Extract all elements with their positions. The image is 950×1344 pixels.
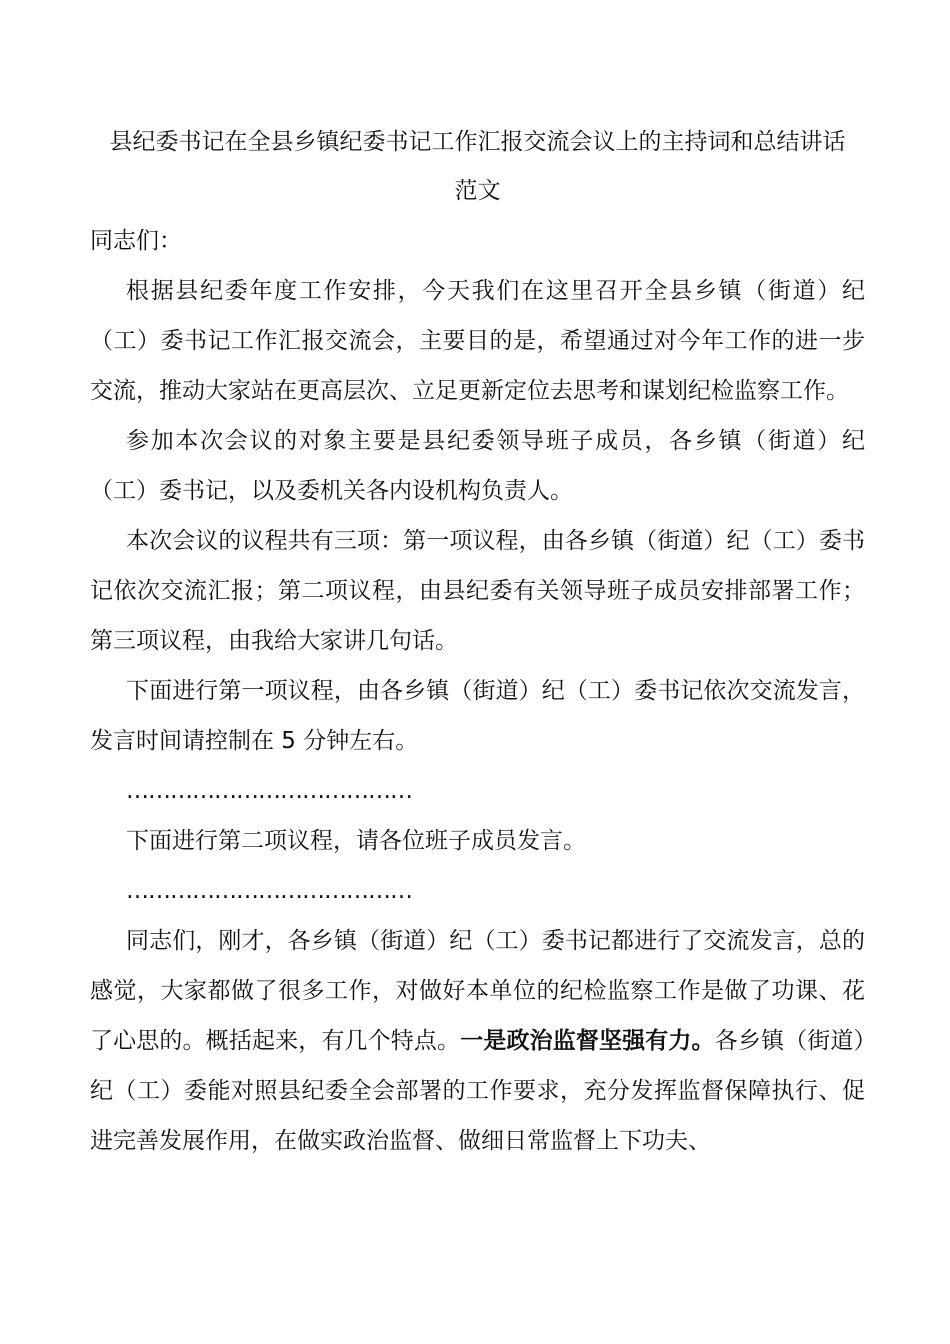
summary-bold-point-1: 一是政治监督坚强有力。: [460, 1028, 715, 1054]
paragraph-first-item: 下面进行第一项议程，由各乡镇（街道）纪（工）委书记依次交流发言，发言时间请控制在 5 分钟左右。: [90, 678, 865, 754]
paragraph-meeting-purpose: 根据县纪委年度工作安排，今天我们在这里召开全县乡镇（街道）纪（工）委书记工作汇报交流会，主要目的是，希望通过对今年工作的进一步交流，推动大家站在更高层次、立足更新定位去思考和谋划纪检监察工作。: [90, 278, 865, 404]
document-title-line-2: 范文: [454, 178, 501, 204]
summary-text-detail: 各乡镇（街道）纪（工）委能对照县纪委全会部署的工作要求，充分发挥监督保障执行、促进完善发展作用，在做实政治监督、做细日常监督上下功夫、: [90, 1028, 866, 1154]
paragraph-summary: [90, 916, 865, 1166]
document-title-line-1: 县纪委书记在全县乡镇纪委书记工作汇报交流会议上的主持词和总结讲话: [109, 129, 846, 155]
summary-text-intro: 同志们，刚才，各乡镇（街道）纪（工）委书记都进行了交流发言，总的感觉，大家都做了很多工作，对做好本单位的纪检监察工作是做了功课、花了心思的。概括起来，有几个特点。: [90, 928, 865, 1054]
paragraph-attendees: 参加本次会议的对象主要是县纪委领导班子成员，各乡镇（街道）纪（工）委书记，以及委机关各内设机构负责人。: [90, 428, 865, 504]
salutation: 同志们：: [90, 228, 182, 254]
paragraph-second-item: 下面进行第二项议程，请各位班子成员发言。: [126, 828, 586, 854]
document-page: [90, 118, 865, 1166]
ellipsis-separator-2: …………………………………: [126, 878, 412, 904]
ellipsis-separator-1: …………………………………: [126, 778, 412, 804]
paragraph-agenda: 本次会议的议程共有三项：第一项议程，由各乡镇（街道）纪（工）委书记依次交流汇报；第二项议程，由县纪委有关领导班子成员安排部署工作；第三项议程，由我给大家讲几句话。: [90, 528, 865, 654]
